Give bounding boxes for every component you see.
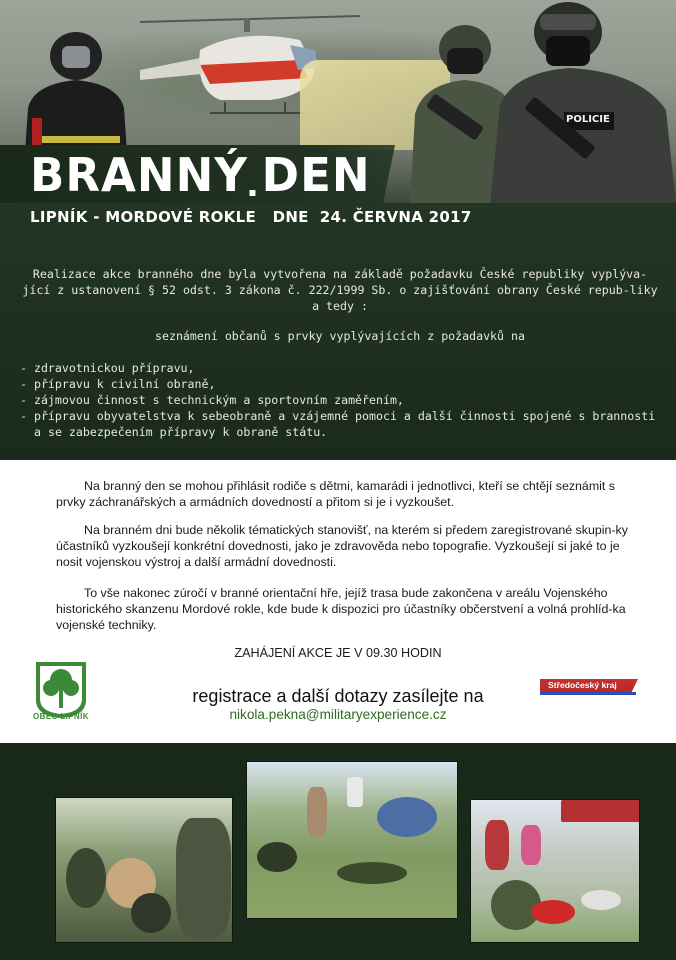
lead-text: seznámení občanů s prvky vyplývajících z požadavků na — [155, 329, 525, 343]
title-word-1: BRANNÝ — [30, 148, 248, 202]
intro-text: Realizace akce branného dne byla vytvořena na základě požadavku České republiky vyplýva-jící z ustanovení § 52 odst. 3 zákona č. 222/1999 Sb. o zajišťování obrany České repub-liky a tedy : — [22, 267, 658, 313]
requirements-list — [20, 360, 660, 440]
registration-text: registrace a další dotazy zasílejte na — [192, 686, 484, 706]
paragraph-stations: Na branném dni bude několik tématických stanovišť, na kterém si předem zaregistrované skupin-ky účastníků vyzkoušejí konkrétní dovednosti, jako je zdravověda nebo topografie. Vyzkoušejí si jaké to je nosit vojenskou výstroj a další armádní dovednosti. — [56, 523, 628, 569]
partner-badge-stripe — [540, 692, 636, 695]
photo-first-aid — [470, 799, 640, 943]
start-time: ZAHÁJENÍ AKCE JE V 09.30 HODIN — [234, 646, 442, 660]
contact-email-link[interactable]: nikola.pekna@militaryexperience.cz — [229, 707, 447, 722]
paragraph-game: To vše nakonec zúročí v branné orientační hře, jejíž trasa bude zakončena v areálu Vojenského historického skanzenu Mordové rokle, kde bude k dispozici pro účastníky občerstvení a volná prohlíd-ka vojenské techniky. — [56, 586, 626, 632]
photo-meadow-activity — [246, 761, 458, 919]
title-word-2: DEN — [261, 148, 371, 202]
list-item: - zájmovou činnost s technickým a sportovním zaměřením, — [20, 392, 660, 408]
paragraph-who: Na branný den se mohou přihlásit rodiče s dětmi, kamarádi i jednotlivci, kteří se chtějí seznámit s prvky záchranářských a armádních dovedností a přitom si je i vyzkoušet. — [56, 479, 615, 509]
event-subtitle: LIPNÍK - MORDOVÉ ROKLE DNE 24. ČERVNA 2017 — [30, 208, 472, 226]
list-item: - zdravotnickou přípravu, — [20, 360, 660, 376]
list-item: - přípravu k civilní obraně, — [20, 376, 660, 392]
list-item: - přípravu obyvatelstva k sebeobraně a vzájemné pomoci a další činnosti spojené s brannosti a se zabezpečením přípravy k obraně státu. — [20, 408, 660, 440]
municipality-name: OBEC LIPNÍK — [33, 712, 89, 721]
police-officer-figure — [490, 0, 676, 205]
police-badge: POLICIE — [566, 114, 610, 125]
photo-forest-group — [55, 797, 233, 943]
title-dot — [250, 190, 256, 196]
partner-label: Středočeský kraj — [548, 680, 617, 690]
page-title — [30, 148, 371, 202]
